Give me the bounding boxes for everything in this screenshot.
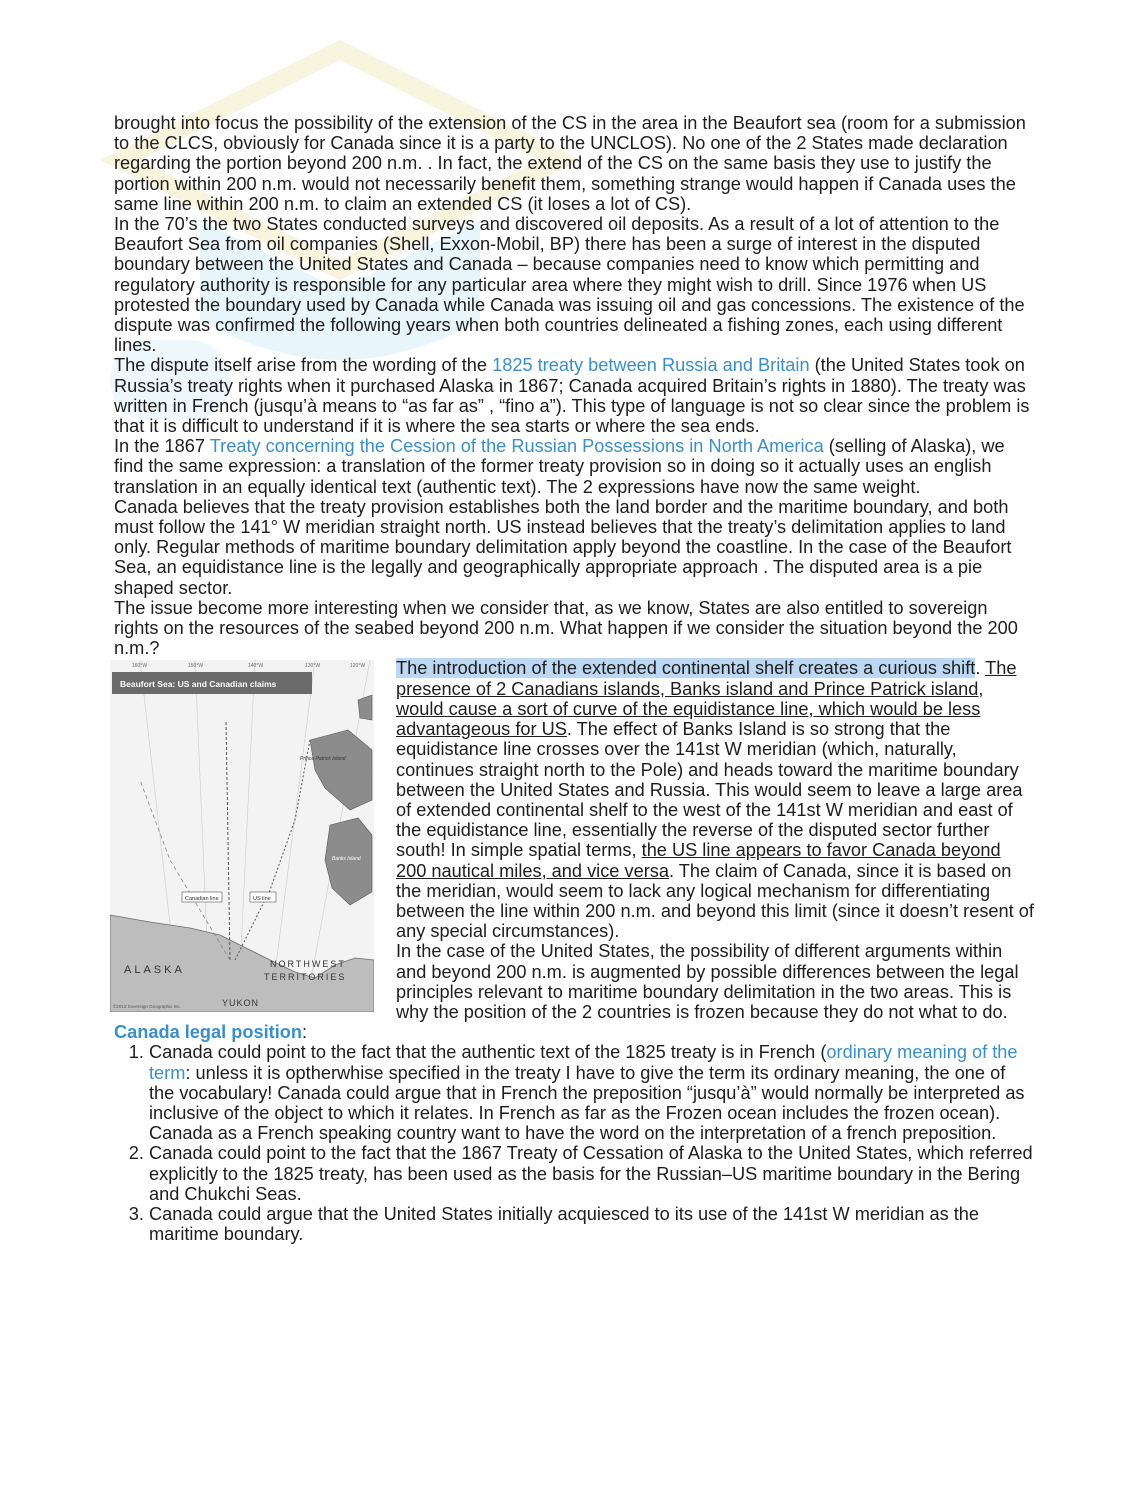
us-line-label: US line: [253, 896, 271, 903]
canadian-line-label: Canadian line: [185, 896, 219, 903]
map-and-text: [114, 658, 1034, 1022]
section-heading-line: Canada legal position:: [114, 1022, 308, 1043]
underlined-text-1: The presence of 2 Canadians islands, Banks island and Prince Patrick island, would cause a sort of curve of the equidistance line, which would be less advantageous for US: [396, 658, 1017, 740]
list-item: 2. Canada could point to the fact that the 1867 Treaty of Cessation of Alaska to the United States, which referred explicitly to the 1825 treaty, has been used as the basis for the Russian–US maritime boundary in the Bering and Chukchi Seas.: [149, 1143, 1034, 1204]
map-copyright: ©2013 Sovereign Geographic Inc.: [113, 1004, 181, 1010]
lon-label-140: 140°W: [248, 663, 264, 670]
map-title: Beaufort Sea: US and Canadian claims: [120, 679, 277, 690]
beaufort-sea-map: [110, 660, 374, 1012]
lon-label-150: 150°W: [188, 663, 204, 670]
yukon-label: YUKON: [222, 998, 260, 1009]
list-item: 3. Canada could argue that the United States initially acquiesced to its use of the 141st W meridian as the maritime boundary.: [149, 1204, 1034, 1244]
canada-position-list: [114, 1042, 1034, 1244]
banks-label: Banks Island: [332, 856, 361, 863]
underlined-text-2: the US line appears to favor Canada beyond 200 nautical miles, and vice versa: [396, 840, 1001, 881]
highlighted-text: The introduction of the extended continental shelf creates a curious shift: [396, 658, 976, 679]
treaty-1825-link[interactable]: 1825 treaty between Russia and Britain: [492, 355, 810, 376]
prince-patrick-label: Prince Patrick Island: [300, 756, 346, 763]
paragraph-7: The introduction of the extended continental shelf creates a curious shift. The presence of 2 Canadians islands, Banks island and Prince Patrick island, would cause a sort of curve of the equidistance line, which would be less advantageous for US. The effect of Banks Island is so strong that the equidistance line crosses over the 141st W meridian (which, naturally, continues straight north to the Pole) and heads toward the maritime boundary between the United States and Russia. This would seem to leave a large area of extended continental shelf to the west of the 141st W meridian and east of the equidistance line, essentially the reverse of the disputed sector further south! In simple spatial terms, the US line appears to favor Canada beyond 200 nautical miles, and vice versa. The claim of Canada, since it is based on the meridian, would seem to lack any logical mechanism for differentiating between the line within 200 n.m. and beyond this limit (since it doesn’t resent of any special circumstances).: [396, 658, 1034, 942]
document-page: [114, 113, 1034, 1244]
section-heading: Canada legal position: [114, 1022, 302, 1043]
paragraph-3: The dispute itself arise from the wording of the 1825 treaty between Russia and Britain (the United States took on Russia’s treaty rights when it purchased Alaska in 1867; Canada acquired Britain’s rights in 1880). The treaty was written in French (jusqu’à means to “as far as” , “fino a”). This type of language is not so clear since the problem is that it is difficult to understand if it is where the sea starts or where the sea ends.: [114, 355, 1030, 437]
lon-label-130: 130°W: [305, 663, 321, 670]
paragraph-1: brought into focus the possibility of the extension of the CS in the area in the Beaufort sea (room for a submission to the CLCS, obviously for Canada since it is a party to the UNCLOS). No one of the 2 States made declaration regarding the portion beyond 200 n.m. . In fact, the extend of the CS on the same basis they use to justify the portion within 200 n.m. would not necessarily benefit them, something strange would happen if Canada uses the same line within 200 n.m. to claim an extended CS (it loses a lot of CS).: [114, 113, 1026, 214]
ordinary-meaning-link[interactable]: ordinary meaning of the term: [149, 1042, 1018, 1083]
alaska-label: ALASKA: [124, 964, 185, 977]
lon-label-120: 120°W: [350, 663, 366, 670]
nwt-label-2: TERRITORIES: [264, 972, 347, 983]
nwt-label-1: NORTHWEST: [270, 959, 346, 970]
paragraph-5: Canada believes that the treaty provision establishes both the land border and the maritime boundary, and both must follow the 141° W meridian straight north. US instead believes that the treaty’s delimitation applies to land only. Regular methods of maritime boundary delimitation apply beyond the coastline. In the case of the Beaufort Sea, an equidistance line is the legally and geographically appropriate approach . The disputed area is a pie shaped sector.: [114, 496, 1012, 598]
list-item: 1. Canada could point to the fact that the authentic text of the 1825 treaty is in French (ordinary meaning of the term: unless it is optherwhise specified in the treaty I have to give the term its ordinary meaning, the one of the vocabulary! Canada could argue that in French the preposition “jusqu’à” would normally be interpreted as inclusive of the object to which it relates. In French as far as the Frozen ocean includes the frozen ocean). Canada as a French speaking country want to have the word on the interpretation of a french preposition.: [149, 1042, 1034, 1143]
paragraph-2: In the 70’s the two States conducted surveys and discovered oil deposits. As a result of a lot of attention to the Beaufort Sea from oil companies (Shell, Exxon-Mobil, BP) there has been a surge of interest in the disputed boundary between the United States and Canada – because companies need to know which permitting and regulatory authority is responsible for any particular area where they might wish to drill. Since 1976 when US protested the boundary used by Canada while Canada was issuing oil and gas concessions. The existence of the dispute was confirmed the following years when both countries delineated a fishing zones, each using different lines.: [114, 214, 1025, 356]
lon-label-160: 160°W: [132, 663, 148, 670]
paragraph-4: In the 1867 Treaty concerning the Cession of the Russian Possessions in North America (selling of Alaska), we find the same expression: a translation of the former treaty provision so in doing so it actually uses an english translation in an equally identical text (authentic text). The 2 expressions have now the same weight.: [114, 436, 1005, 497]
treaty-1867-link[interactable]: Treaty concerning the Cession of the Russian Possessions in North America: [209, 436, 824, 457]
paragraph-6: The issue become more interesting when we consider that, as we know, States are also entitled to sovereign rights on the resources of the seabed beyond 200 n.m. What happen if we consider the situation beyond the 200 n.m.?: [114, 597, 1018, 659]
paragraph-8: In the case of the United States, the possibility of different arguments within and beyond 200 n.m. is augmented by possible differences between the legal principles relevant to maritime boundary delimitation in the two areas. This is why the position of the 2 countries is frozen because they do not what to do.: [396, 941, 1019, 1022]
